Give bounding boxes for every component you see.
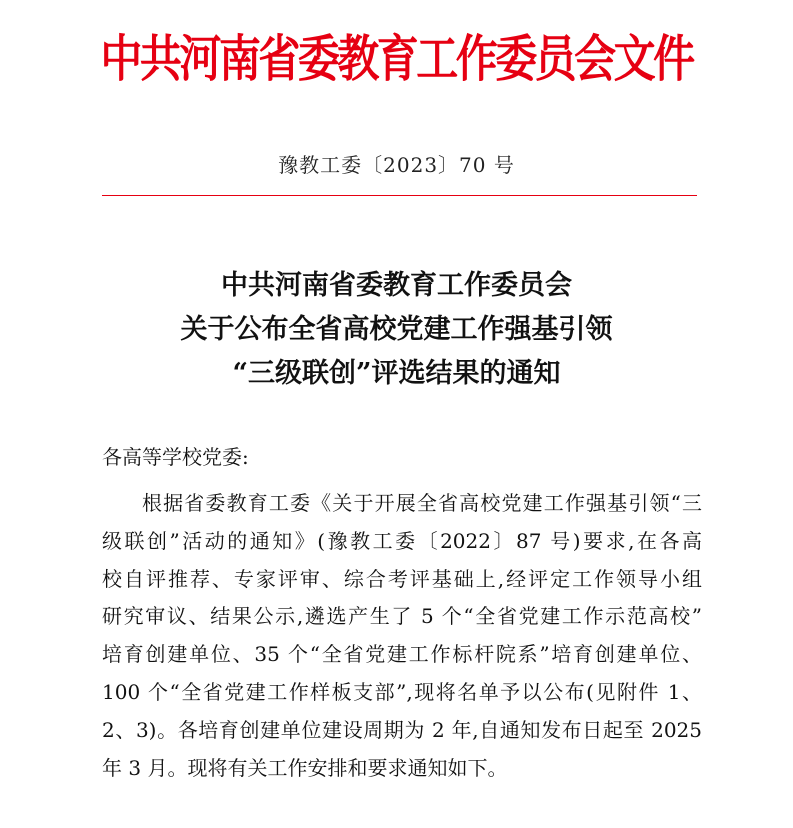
- paragraph-line: 年 3 月。现将有关工作安排和要求通知如下。: [102, 755, 508, 780]
- paragraph-line: 级联创”活动的通知》(豫教工委〔2022〕87 号)要求,在各高: [102, 528, 702, 553]
- notice-title-line: 中共河南省委教育工作委员会: [221, 270, 572, 301]
- notice-title: [0, 264, 793, 396]
- paragraph-line: 研究审议、结果公示,遴选产生了 5 个“全省党建工作示范高校”: [102, 604, 702, 629]
- paragraph-line: 2、3)。各培育创建单位建设周期为 2 年,自通知发布日起至 2025: [102, 717, 702, 742]
- body-paragraph: [102, 485, 702, 787]
- document-number: 豫教工委〔2023〕70 号: [278, 153, 515, 177]
- paragraph-line: 根据省委教育工委《关于开展全省高校党建工作强基引领“三: [142, 491, 702, 515]
- red-divider-line: [102, 195, 697, 196]
- salutation: 各高等学校党委:: [102, 445, 249, 469]
- paragraph-line: 培育创建单位、35 个“全省党建工作标杆院系”培育创建单位、: [102, 642, 702, 667]
- document-header-title: 中共河南省委教育工作委员会文件: [100, 29, 693, 88]
- notice-title-line: “三级联创”评选结果的通知: [232, 358, 561, 389]
- paragraph-line: 校自评推荐、专家评审、综合考评基础上,经评定工作领导小组: [102, 566, 702, 591]
- notice-title-line: 关于公布全省高校党建工作强基引领: [180, 314, 613, 345]
- paragraph-line: 100 个“全省党建工作样板支部”,现将名单予以公布(见附件 1、: [102, 679, 702, 704]
